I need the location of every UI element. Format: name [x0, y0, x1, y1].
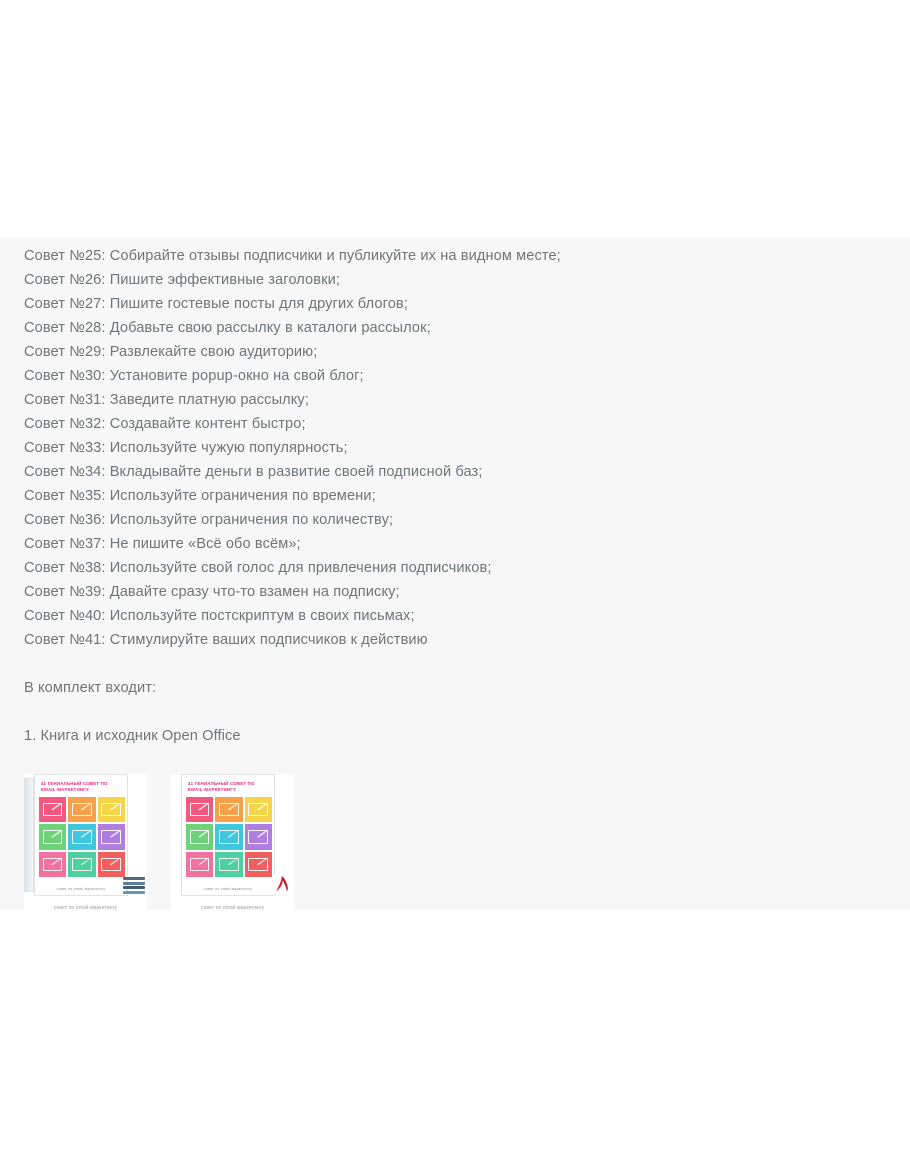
envelope-icon [98, 797, 125, 822]
envelope-icon [68, 824, 95, 849]
envelope-icon [245, 852, 272, 877]
list-item: Совет №35: Используйте ограничения по времени; [24, 488, 376, 504]
product-image [24, 774, 147, 911]
envelope-icon [215, 824, 242, 849]
envelope-tiles [39, 797, 125, 877]
product-images-row [24, 774, 884, 911]
book-cover [34, 774, 128, 896]
tips-list [24, 244, 884, 652]
spacer [24, 652, 884, 676]
list-item: Совет №36: Используйте ограничения по количеству; [24, 512, 394, 528]
document-content [24, 244, 884, 911]
envelope-icon [39, 797, 66, 822]
list-item: Совет №30: Установите popup-окно на свой блог; [24, 368, 364, 384]
envelope-icon [186, 824, 213, 849]
envelope-icon [215, 852, 242, 877]
envelope-icon [68, 797, 95, 822]
cover-title: 41 ГЕНИАЛЬНЫЙ СОВЕТ ПО EMAIL-МАРКЕТИНГУ [41, 781, 108, 792]
envelope-icon [98, 824, 125, 849]
envelope-tiles [186, 797, 272, 877]
envelope-icon [186, 852, 213, 877]
list-item: Совет №29: Развлекайте свою аудиторию; [24, 344, 318, 360]
envelope-icon [215, 797, 242, 822]
envelope-icon [68, 852, 95, 877]
kit-item: 1. Книга и исходник Open Office [24, 728, 241, 744]
book-spine [24, 778, 34, 892]
list-item: Совет №33: Используйте чужую популярность; [24, 440, 348, 456]
list-item: Совет №27: Пишите гостевые посты для других блогов; [24, 296, 408, 312]
envelope-icon [245, 824, 272, 849]
list-item: Совет №39: Давайте сразу что-то взамен на подписку; [24, 584, 400, 600]
envelope-icon [245, 797, 272, 822]
envelope-icon [39, 824, 66, 849]
list-item: Совет №41: Стимулируйте ваших подписчиков к действию [24, 632, 428, 648]
kit-heading: В комплект входит: [24, 680, 157, 696]
list-item: Совет №26: Пишите эффективные заголовки; [24, 272, 340, 288]
list-item: Совет №31: Заведите платную рассылку; [24, 392, 309, 408]
envelope-icon [39, 852, 66, 877]
cover-footer-text: совет по email-маркетингу [203, 887, 253, 891]
list-item: Совет №28: Добавьте свою рассылку в каталоги рассылок; [24, 320, 431, 336]
pdf-icon [274, 875, 290, 895]
books-stack-icon [123, 877, 145, 895]
cover-footer-text: совет по email-маркетингу [56, 887, 106, 891]
spacer [24, 700, 884, 724]
image-caption: совет по email-маркетингу [53, 905, 118, 911]
list-item: Совет №38: Используйте свой голос для привлечения подписчиков; [24, 560, 492, 576]
list-item: Совет №34: Вкладывайте деньги в развитие своей подписной баз; [24, 464, 483, 480]
list-item: Совет №40: Используйте постскриптум в своих письмах; [24, 608, 415, 624]
envelope-icon [186, 797, 213, 822]
list-item: Совет №25: Собирайте отзывы подписчики и публикуйте их на видном месте; [24, 248, 561, 264]
book-cover [181, 774, 275, 896]
cover-title: 41 ГЕНИАЛЬНЫЙ СОВЕТ ПО EMAIL-МАРКЕТИНГУ [188, 781, 255, 792]
envelope-icon [98, 852, 125, 877]
image-caption: совет по email-маркетингу [200, 905, 265, 911]
product-image [171, 774, 294, 911]
list-item: Совет №37: Не пишите «Всё обо всём»; [24, 536, 301, 552]
list-item: Совет №32: Создавайте контент быстро; [24, 416, 306, 432]
